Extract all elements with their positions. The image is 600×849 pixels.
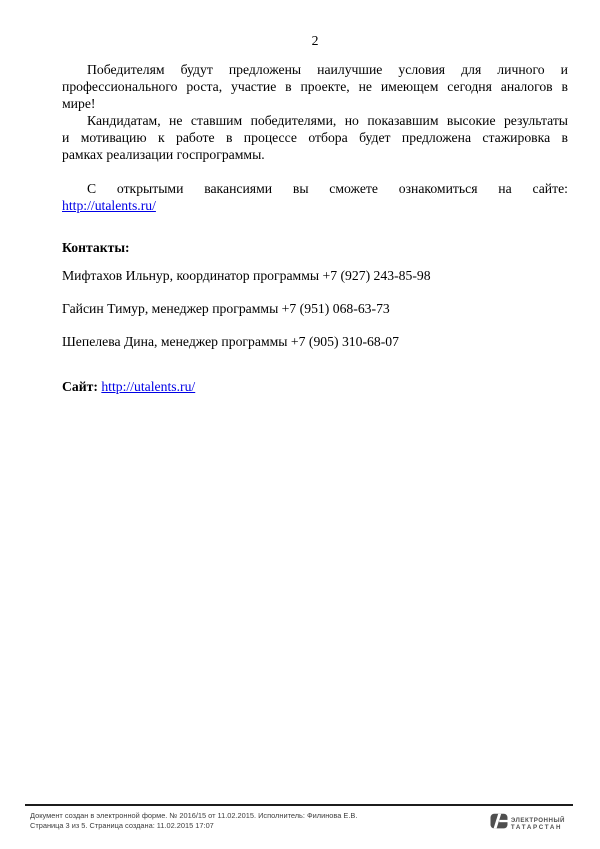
paragraph-line: Победителям будут предложены наилучшие условия для личного и — [87, 62, 568, 77]
paragraph-candidates — [62, 112, 568, 163]
footer-meta — [25, 811, 357, 831]
page-content — [0, 0, 600, 395]
paragraph-vacancies — [62, 180, 568, 214]
paragraph-line: профессионального роста, участие в проекте, не имеющем сегодня аналогов в — [62, 79, 568, 94]
vacancies-sentence: С открытыми вакансиями вы сможете ознакомиться на сайте: — [87, 181, 568, 196]
electronic-tatarstan-logo-text: ЭЛЕКТРОННЫЙ ТАТАРСТАН — [510, 816, 565, 831]
paragraph-winners — [62, 61, 568, 112]
electronic-tatarstan-logo — [490, 813, 565, 834]
contact-manager-1: Гайсин Тимур, менеджер программы +7 (951) 068-63-73 — [62, 301, 390, 316]
vacancies-link[interactable]: http://utalents.ru/ — [62, 198, 156, 213]
site-label: Сайт: — [62, 379, 98, 394]
paragraph-line: и мотивацию к работе в процессе отбора будет предложена стажировка в — [62, 130, 568, 145]
page-number: 2 — [311, 33, 319, 48]
contact-manager-2: Шепелева Дина, менеджер программы +7 (905) 310-68-07 — [62, 334, 399, 349]
paragraph-line: мире! — [62, 96, 96, 111]
footer-page-info: Страница 3 из 5. Страница создана: 11.02.2015 17:07 — [30, 821, 214, 830]
electronic-tatarstan-logo-icon — [490, 813, 508, 834]
footer-doc-info: Документ создан в электронной форме. № 2016/15 от 11.02.2015. Исполнитель: Филинова Е.В. — [30, 811, 358, 820]
paragraph-line: рамках реализации госпрограммы. — [62, 147, 265, 162]
site-line — [62, 378, 568, 395]
document-footer — [25, 804, 573, 834]
contacts-heading: Контакты: — [62, 240, 130, 255]
paragraph-line: Кандидатам, не ставшим победителями, но показавшим высокие результаты — [87, 113, 568, 128]
contact-coordinator: Мифтахов Ильнур, координатор программы +7 (927) 243-85-98 — [62, 268, 431, 283]
site-link[interactable]: http://utalents.ru/ — [101, 379, 196, 394]
